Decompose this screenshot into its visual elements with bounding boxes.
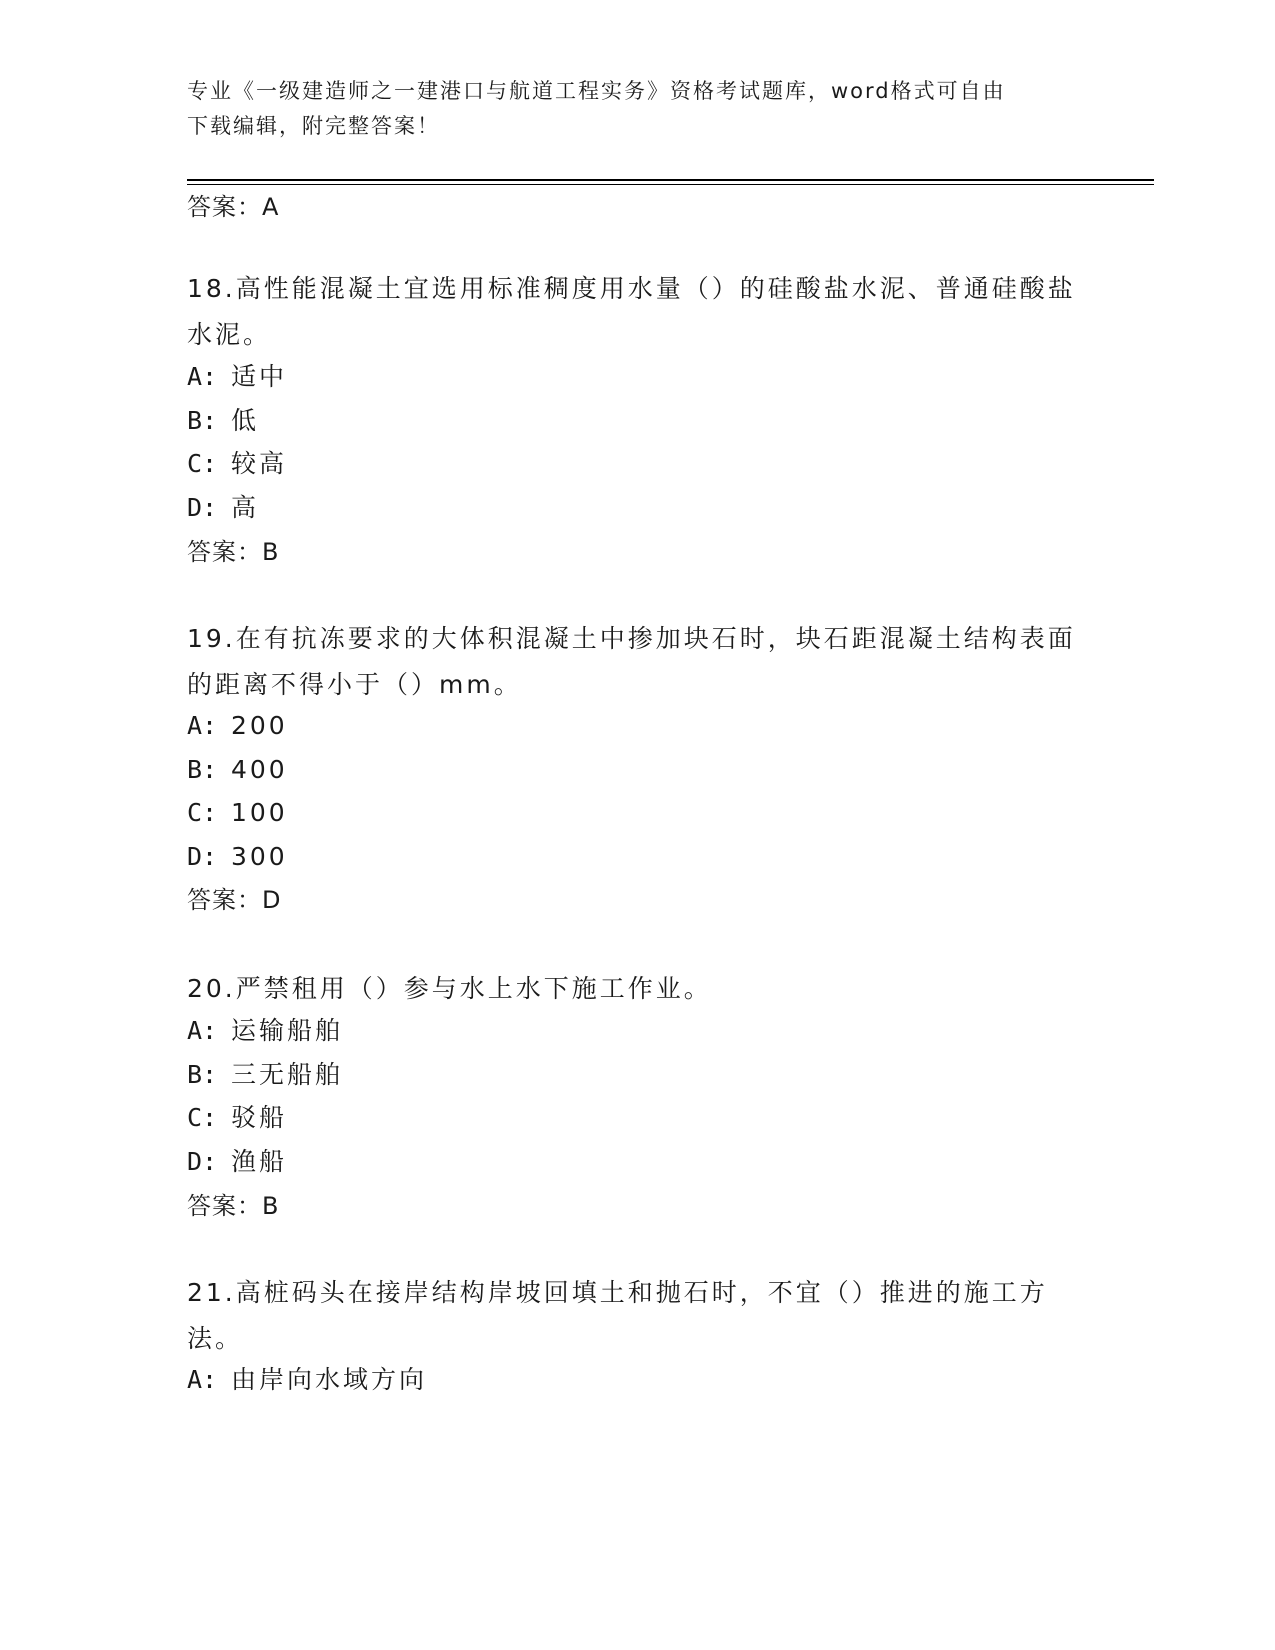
question-20-stem: 20.严禁租用（）参与水上水下施工作业。: [187, 974, 712, 1003]
option-letter: C:: [187, 798, 218, 827]
question-20-option-d: [187, 1142, 287, 1182]
option-text: 较高: [231, 449, 288, 478]
option-letter: A:: [187, 1365, 218, 1394]
option-text: 运输船舶: [231, 1016, 344, 1045]
option-letter: C:: [187, 449, 218, 478]
question-19-option-c: [187, 793, 288, 833]
option-letter: D:: [187, 842, 218, 871]
question-20-option-a: [187, 1011, 343, 1051]
option-letter: D:: [187, 1147, 218, 1176]
option-text: 低: [231, 406, 260, 435]
option-text: 适中: [231, 362, 288, 391]
option-letter: A:: [187, 362, 218, 391]
header-line-1: 专业《一级建造师之一建港口与航道工程实务》资格考试题库，word格式可自由: [187, 79, 1006, 103]
question-21-option-a: [187, 1360, 427, 1400]
document-header: [187, 74, 1067, 144]
header-line-2: 下载编辑，附完整答案！: [187, 114, 440, 138]
option-letter: B:: [187, 1060, 218, 1089]
option-letter: A:: [187, 1016, 218, 1045]
option-text: 300: [231, 842, 288, 871]
question-19-option-d: [187, 837, 288, 877]
option-text: 100: [231, 798, 288, 827]
option-text: 由岸向水域方向: [231, 1365, 428, 1394]
option-text: 驳船: [231, 1103, 288, 1132]
option-letter: B:: [187, 755, 218, 784]
option-letter: B:: [187, 406, 218, 435]
option-letter: C:: [187, 1103, 218, 1132]
question-20-answer: 答案：B: [187, 1192, 280, 1220]
option-text: 200: [231, 711, 288, 740]
question-18-option-c: [187, 444, 287, 484]
question-21-stem: 21.高桩码头在接岸结构岸坡回填土和抛石时，不宜（）推进的施工方法。: [187, 1278, 1048, 1353]
option-letter: D:: [187, 493, 218, 522]
option-text: 渔船: [231, 1147, 288, 1176]
question-18-stem: 18.高性能混凝土宜选用标准稠度用水量（）的硅酸盐水泥、普通硅酸盐水泥。: [187, 274, 1076, 349]
question-20-option-b: [187, 1055, 343, 1095]
option-text: 400: [231, 755, 288, 784]
option-letter: A:: [187, 711, 218, 740]
option-text: 三无船舶: [231, 1060, 344, 1089]
question-18-option-d: [187, 488, 259, 528]
question-18-answer: 答案：B: [187, 538, 280, 566]
header-divider-thin: [187, 184, 1154, 185]
option-text: 高: [231, 493, 260, 522]
question-20-option-c: [187, 1098, 287, 1138]
question-18-option-b: [187, 401, 259, 441]
answer-line: 答案：A: [187, 193, 280, 221]
question-19-stem: 19.在有抗冻要求的大体积混凝土中掺加块石时，块石距混凝土结构表面的距离不得小于（）mm。: [187, 624, 1076, 699]
question-19-option-a: [187, 706, 288, 746]
question-19-option-b: [187, 750, 288, 790]
header-divider-thick: [187, 179, 1154, 181]
question-18-option-a: [187, 357, 287, 397]
question-19-answer: 答案：D: [187, 886, 282, 914]
